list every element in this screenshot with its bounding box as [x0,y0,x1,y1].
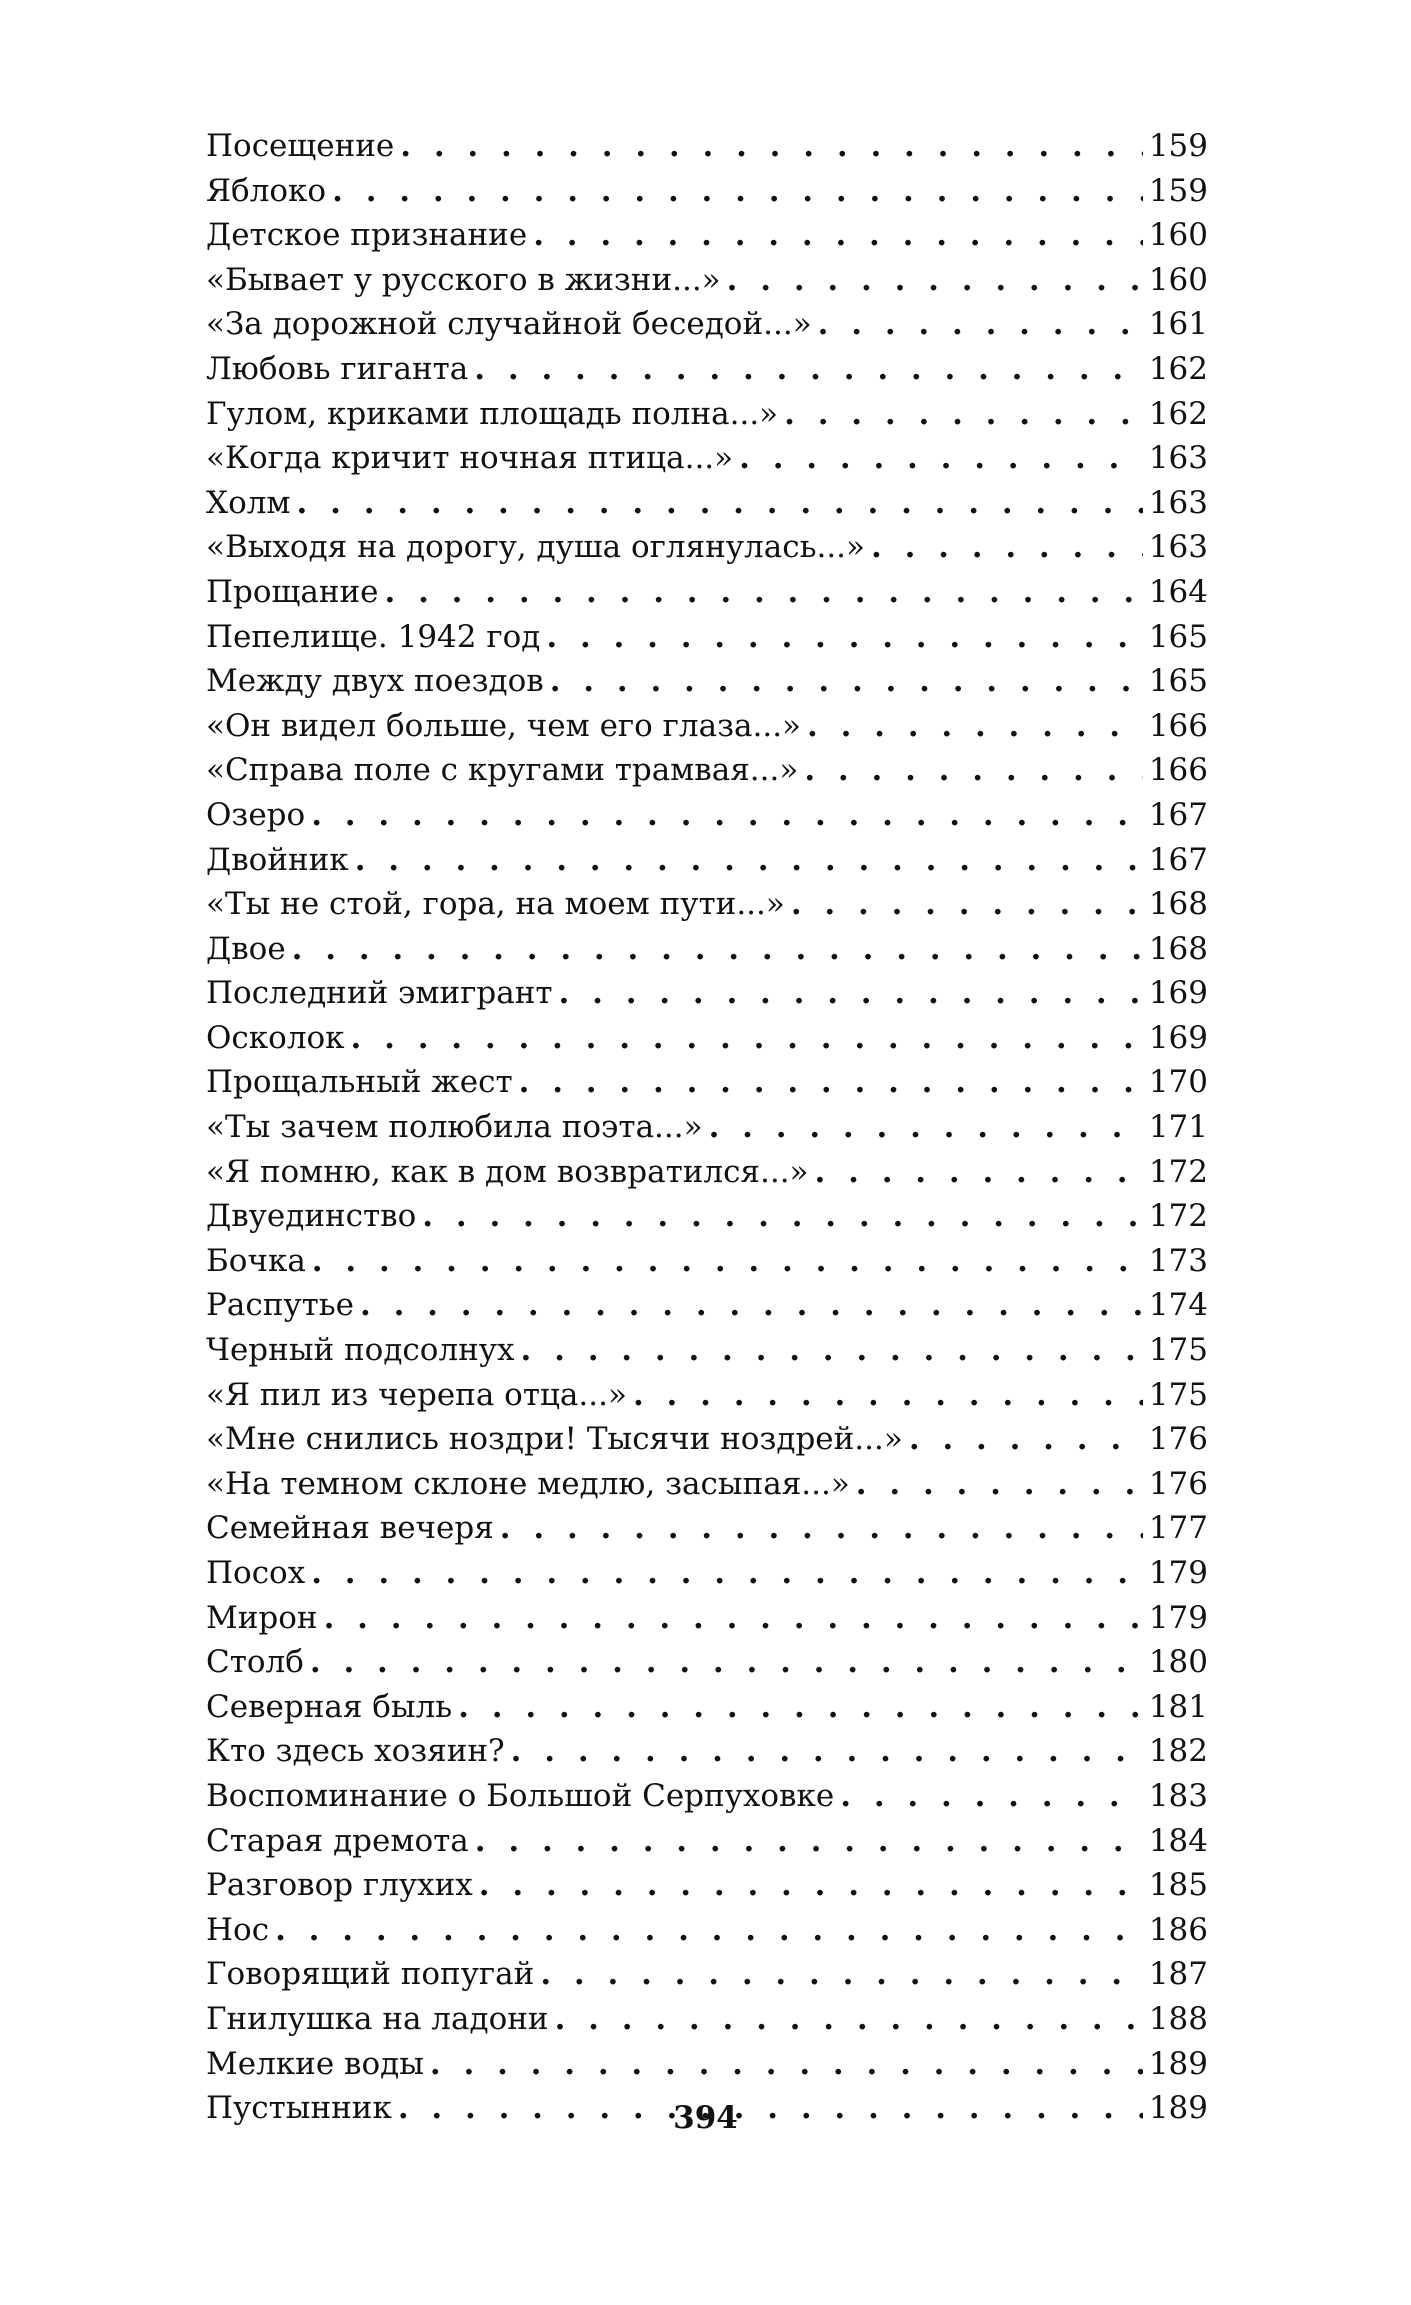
dot-leader [521,1328,1143,1373]
toc-entry [206,570,1208,615]
toc-entry-page: 167 [1148,796,1208,833]
toc-entry-title: «Бывает у русского в жизни...» [206,261,721,298]
toc-entry-title: Озеро [206,796,306,833]
toc-entry-title: «Выходя на дорогу, душа оглянулась...» [206,529,865,566]
toc-entry [206,882,1208,927]
toc-entry [206,258,1208,303]
dot-leader [324,1596,1143,1641]
dot-leader [422,1194,1143,1239]
toc-entry-page: 180 [1148,1644,1208,1681]
toc-entry-page: 177 [1148,1510,1208,1547]
dot-leader [739,436,1143,481]
toc-entry-title: «Он видел больше, чем его глаза...» [206,707,802,744]
dot-leader [292,927,1143,972]
toc-entry-page: 163 [1148,529,1208,566]
toc-entry-page: 161 [1148,306,1208,343]
dot-leader [400,124,1143,169]
toc-entry [206,659,1208,704]
toc-entry-title: Осколок [206,1019,345,1056]
toc-entry-title: «Я пил из черепа отца...» [206,1376,627,1413]
toc-entry-page: 165 [1148,663,1208,700]
toc-entry [206,1150,1208,1195]
dot-leader [275,1908,1143,1953]
toc-entry-page: 175 [1148,1376,1208,1413]
toc-entry [206,1640,1208,1685]
toc-entry [206,838,1208,883]
toc-entry-page: 185 [1148,1867,1208,1904]
dot-leader [332,169,1143,214]
toc-entry-page: 162 [1148,395,1208,432]
dot-leader [297,481,1143,526]
dot-leader [633,1373,1143,1418]
toc-entry [206,392,1208,437]
toc-entry [206,1685,1208,1730]
dot-leader [311,1551,1143,1596]
toc-entry [206,213,1208,258]
toc-entry-title: Семейная вечеря [206,1510,494,1547]
dot-leader [540,1952,1143,1997]
toc-entry-page: 168 [1148,886,1208,923]
dot-leader [479,1863,1143,1908]
toc-entry-title: Холм [206,484,291,521]
toc-entry [206,1997,1208,2042]
toc-entry [206,1506,1208,1551]
dot-leader [840,1774,1143,1819]
toc-entry-page: 163 [1148,484,1208,521]
dot-leader [791,882,1143,927]
dot-leader [559,971,1143,1016]
dot-leader [909,1417,1143,1462]
toc-entry-title: Старая дремота [206,1822,469,1859]
toc-entry-title: Пепелище. 1942 год [206,618,541,655]
toc-entry-page: 163 [1148,440,1208,477]
toc-entry-title: Посещение [206,128,395,164]
toc-entry-page: 162 [1148,350,1208,387]
toc-entry-title: Пустынник [206,2090,392,2127]
toc-entry-title: Бочка [206,1242,306,1279]
toc-entry [206,704,1208,749]
toc-entry-page: 172 [1148,1198,1208,1235]
toc-entry-title: Последний эмигрант [206,975,553,1012]
toc-entry [206,971,1208,1016]
dot-leader [360,1283,1143,1328]
dot-leader [430,2042,1143,2087]
toc-entry-title: Любовь гиганта [206,350,469,387]
toc-entry [206,1819,1208,1864]
toc-entry [206,481,1208,526]
toc-entry-title: Мирон [206,1599,318,1636]
toc-entry-page: 164 [1148,573,1208,610]
toc-entry [206,1373,1208,1418]
dot-leader [312,1239,1143,1284]
toc-entry [206,1417,1208,1462]
toc-entry-page: 183 [1148,1777,1208,1814]
toc-entry-page: 175 [1148,1332,1208,1369]
toc-entry-title: «Мне снились ноздри! Тысячи ноздрей...» [206,1421,903,1458]
dot-leader [709,1105,1143,1150]
toc-entry-title: Двуединство [206,1198,417,1235]
dot-leader [310,1640,1143,1685]
toc-entry [206,1283,1208,1328]
toc-entry-title: «Когда кричит ночная птица...» [206,440,734,477]
toc-entry-title: Между двух поездов [206,663,544,700]
toc-entry-page: 170 [1148,1064,1208,1101]
toc-entry [206,169,1208,214]
toc-entry [206,347,1208,392]
toc-entry-page: 159 [1148,128,1208,164]
toc-entry-title: Двойник [206,841,349,878]
toc-entry-page: 171 [1148,1109,1208,1146]
toc-entry-page: 176 [1148,1465,1208,1502]
dot-leader [474,347,1143,392]
toc-entry-title: Говорящий попугай [206,1956,535,1993]
dot-leader [807,704,1143,749]
dot-leader [818,302,1143,347]
toc-entry [206,748,1208,793]
dot-leader [555,1997,1143,2042]
toc-entry-title: Детское признание [206,217,528,254]
toc-entry-title: Нос [206,1911,270,1948]
toc-entry-page: 179 [1148,1599,1208,1636]
toc-entry [206,1908,1208,1953]
toc-entry [206,2042,1208,2087]
toc-entry-page: 176 [1148,1421,1208,1458]
toc-entry [206,1729,1208,1774]
toc-entry [206,1952,1208,1997]
toc-entry-title: Гнилушка на ладони [206,2000,549,2037]
toc-entry-title: Яблоко [206,172,327,209]
dot-leader [550,659,1143,704]
table-of-contents [206,124,1208,2131]
dot-leader [815,1150,1143,1195]
dot-leader [871,525,1143,570]
toc-entry-page: 188 [1148,2000,1208,2037]
toc-entry-title: «Ты не стой, гора, на моем пути...» [206,886,785,923]
toc-entry-page: 174 [1148,1287,1208,1324]
toc-entry-page: 184 [1148,1822,1208,1859]
toc-entry-page: 159 [1148,172,1208,209]
toc-entry [206,1863,1208,1908]
toc-entry [206,1551,1208,1596]
toc-entry [206,1060,1208,1105]
toc-entry [206,124,1208,169]
dot-leader [511,1729,1143,1774]
toc-entry-title: Мелкие воды [206,2045,424,2082]
dot-leader [546,615,1142,660]
toc-entry [206,525,1208,570]
toc-entry-title: Кто здесь хозяин? [206,1733,505,1770]
toc-entry [206,1774,1208,1819]
toc-entry-title: «Я помню, как в дом возвратился...» [206,1153,809,1190]
toc-entry [206,927,1208,972]
toc-entry [206,1328,1208,1373]
page-number: 394 [673,2100,738,2136]
toc-entry [206,615,1208,660]
toc-entry-page: 187 [1148,1956,1208,1993]
toc-entry-page: 168 [1148,930,1208,967]
toc-entry [206,793,1208,838]
dot-leader [804,748,1143,793]
toc-entry-page: 169 [1148,975,1208,1012]
toc-entry [206,1596,1208,1641]
toc-entry-title: Прощание [206,573,379,610]
toc-entry-page: 189 [1148,2090,1208,2127]
toc-entry-page: 179 [1148,1555,1208,1591]
toc-entry-title: Распутье [206,1287,354,1324]
toc-entry-title: «Справа поле с кругами трамвая...» [206,752,799,789]
toc-entry-page: 182 [1148,1733,1208,1770]
toc-entry-page: 166 [1148,752,1208,789]
toc-entry-title: «Ты зачем полюбила поэта...» [206,1109,703,1146]
dot-leader [351,1016,1143,1061]
toc-entry-page: 169 [1148,1019,1208,1056]
toc-entry [206,1105,1208,1150]
toc-entry-title: «За дорожной случайной беседой...» [206,306,812,343]
toc-entry-page: 173 [1148,1242,1208,1279]
dot-leader [784,392,1143,437]
toc-entry-title: «На темном склоне медлю, засыпая...» [206,1465,850,1502]
toc-entry-page: 167 [1148,841,1208,878]
dot-leader [519,1060,1143,1105]
toc-entry-title: Двое [206,930,286,967]
toc-entry-page: 186 [1148,1911,1208,1948]
toc-entry-title: Посох [206,1555,306,1591]
toc-entry-page: 160 [1148,217,1208,254]
toc-entry [206,436,1208,481]
dot-leader [355,838,1143,883]
dot-leader [458,1685,1143,1730]
toc-entry-page: 160 [1148,261,1208,298]
toc-entry-title: Столб [206,1644,304,1681]
toc-entry [206,302,1208,347]
dot-leader [311,793,1143,838]
toc-entry-title: Воспоминание о Большой Серпуховке [206,1777,835,1814]
dot-leader [475,1819,1143,1864]
toc-entry [206,1239,1208,1284]
dot-leader [533,213,1143,258]
toc-entry [206,1194,1208,1239]
toc-entry-page: 189 [1148,2045,1208,2082]
dot-leader [500,1506,1143,1551]
toc-entry-page: 166 [1148,707,1208,744]
toc-entry-title: Прощальный жест [206,1064,513,1101]
dot-leader [727,258,1143,303]
toc-entry-page: 181 [1148,1688,1208,1725]
toc-entry-page: 172 [1148,1153,1208,1190]
toc-entry-title: Разговор глухих [206,1867,473,1904]
dot-leader [856,1462,1143,1507]
toc-entry [206,1016,1208,1061]
toc-entry-title: Черный подсолнух [206,1332,515,1369]
toc-entry-title: Северная быль [206,1688,453,1725]
dot-leader [385,570,1143,615]
toc-entry-title: Гулом, криками площадь полна...» [206,395,779,432]
toc-entry [206,1462,1208,1507]
toc-entry-page: 165 [1148,618,1208,655]
